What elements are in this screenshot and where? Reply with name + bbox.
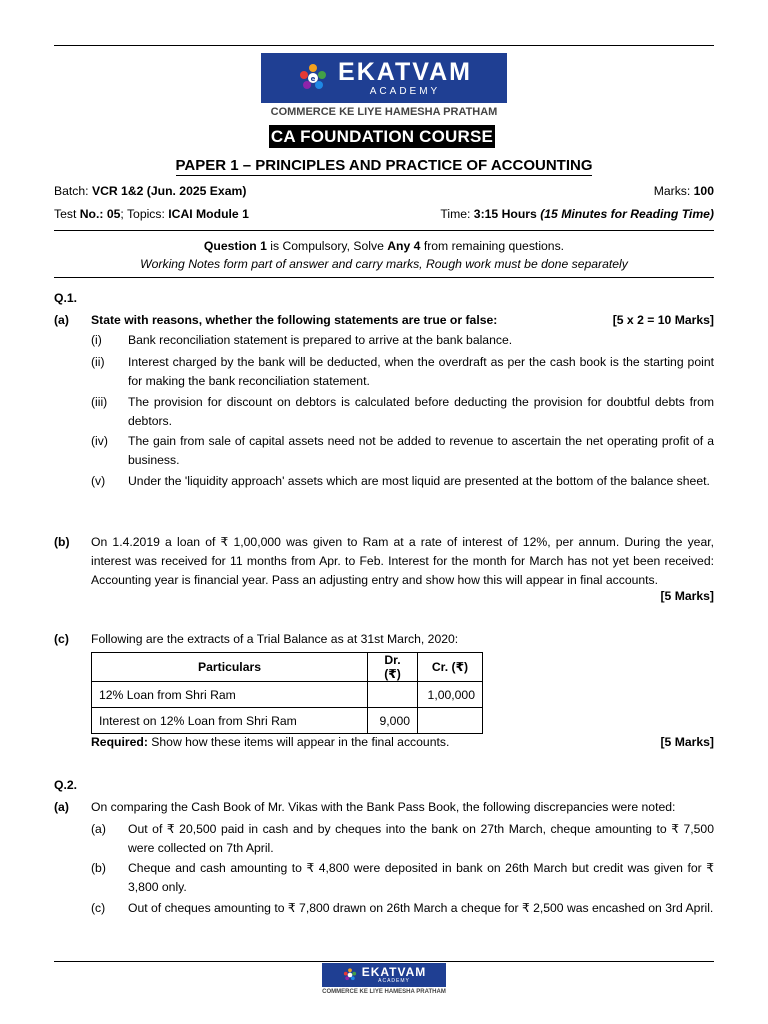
table-header: Cr. (₹): [418, 653, 483, 682]
list-item-number: (a): [91, 822, 106, 836]
table-header: Particulars: [92, 653, 368, 682]
logo-sub: ACADEMY: [369, 85, 441, 97]
top-divider: [54, 45, 714, 46]
sub-question-text: On comparing the Cash Book of Mr. Vikas with the Bank Pass Book, the following discrepancies were noted:: [91, 800, 676, 814]
table-header-row: [92, 653, 483, 682]
list-item: Out of ₹ 20,500 paid in cash and by cheques into the bank on 27th March, cheque amounting to ₹ 7,500 were collected on 7th April.: [128, 822, 714, 855]
table-cell: Interest on 12% Loan from Shri Ram: [92, 708, 368, 734]
instruction-line-2: Working Notes form part of answer and carry marks, Rough work must be done separately: [140, 257, 628, 271]
required-text: Required: Show how these items will appear in the final accounts.: [91, 735, 450, 749]
instructions-divider: [54, 277, 714, 278]
footer-divider: [54, 961, 714, 962]
list-item: The provision for discount on debtors is calculated before deducting the provision for doubtful debts from debtors.: [128, 395, 714, 428]
list-item: The gain from sale of capital assets need not be added to revenue to ascertain the net operating profit of a business.: [128, 434, 714, 467]
instruction-line-1: Question 1 is Compulsory, Solve Any 4 from remaining questions.: [203, 239, 565, 253]
list-item-number: (i): [91, 333, 102, 347]
course-title: CA FOUNDATION COURSE: [269, 125, 495, 148]
list-item: Under the 'liquidity approach' assets which are most liquid are presented at the bottom of the balance sheet.: [128, 474, 710, 488]
ekatvam-logo-icon: [342, 967, 358, 983]
list-item: Interest charged by the bank will be deducted, when the overdraft as per the cash book is the starting point for making the bank reconciliation statement.: [128, 355, 714, 388]
svg-text:e: e: [310, 75, 316, 83]
list-item-number: (ii): [91, 355, 105, 369]
marks-label: [5 Marks]: [660, 589, 714, 603]
table-row: [92, 708, 483, 734]
test-info: Test No.: 05; Topics: ICAI Module 1: [54, 207, 249, 221]
marks-label: [5 Marks]: [660, 735, 714, 749]
table-header: Dr. (₹): [368, 653, 418, 682]
time-info: Time: 3:15 Hours (15 Minutes for Reading Time): [440, 207, 714, 221]
footer-tagline: COMMERCE KE LIYE HAMESHA PRATHAM: [322, 989, 446, 995]
paper-title: PAPER 1 – PRINCIPLES AND PRACTICE OF ACCOUNTING: [175, 157, 593, 174]
sub-question-label: (c): [54, 632, 69, 646]
footer-logo: [322, 963, 446, 987]
list-item-number: (b): [91, 861, 106, 875]
list-item-number: (iii): [91, 395, 108, 409]
table-cell: [368, 682, 418, 708]
sub-question-text: State with reasons, whether the following statements are true or false:: [91, 313, 498, 327]
list-item: Cheque and cash amounting to ₹ 4,800 were deposited in bank on 26th March but credit was given for ₹ 3,800 only.: [128, 861, 714, 894]
question-number: Q.2.: [54, 778, 78, 792]
table-cell: [418, 708, 483, 734]
trial-balance-table: [91, 652, 483, 734]
marks-label: [5 x 2 = 10 Marks]: [612, 313, 714, 327]
table-row: [92, 682, 483, 708]
logo-name: EKATVAM: [338, 57, 472, 86]
table-cell: 1,00,000: [418, 682, 483, 708]
list-item-number: (v): [91, 474, 106, 488]
question-number: Q.1.: [54, 291, 78, 305]
sub-question-label: (a): [54, 313, 69, 327]
list-item: Out of cheques amounting to ₹ 7,800 drawn on 26th March a cheque for ₹ 2,500 was encashed on 3rd April.: [128, 901, 714, 915]
marks-info: Marks: 100: [653, 184, 714, 198]
ekatvam-logo-icon: [296, 61, 330, 95]
tagline: COMMERCE KE LIYE HAMESHA PRATHAM: [270, 106, 498, 118]
list-item-number: (c): [91, 901, 106, 915]
list-item: Bank reconciliation statement is prepared to arrive at the bank balance.: [128, 333, 513, 347]
meta-divider: [54, 230, 714, 231]
batch-info: Batch: VCR 1&2 (Jun. 2025 Exam): [54, 184, 247, 198]
sub-question-text: Following are the extracts of a Trial Balance as at 31st March, 2020:: [91, 632, 459, 646]
sub-question-label: (b): [54, 535, 70, 549]
footer-logo-name: EKATVAM: [361, 965, 427, 979]
list-item-number: (iv): [91, 434, 108, 448]
sub-question-label: (a): [54, 800, 69, 814]
sub-question-text: On 1.4.2019 a loan of ₹ 1,00,000 was given to Ram at a rate of interest of 12%, per annum. During the year, interest was received for 11 months from Apr. to Feb. Interest for the month for March has not yet been received: Accounting year is financial year. Pass an adjusting entry and show how this will appear in final accounts.: [91, 535, 714, 587]
footer-logo-sub: ACADEMY: [378, 978, 410, 984]
table-cell: 12% Loan from Shri Ram: [92, 682, 368, 708]
ekatvam-logo: [261, 53, 507, 103]
table-cell: 9,000: [368, 708, 418, 734]
